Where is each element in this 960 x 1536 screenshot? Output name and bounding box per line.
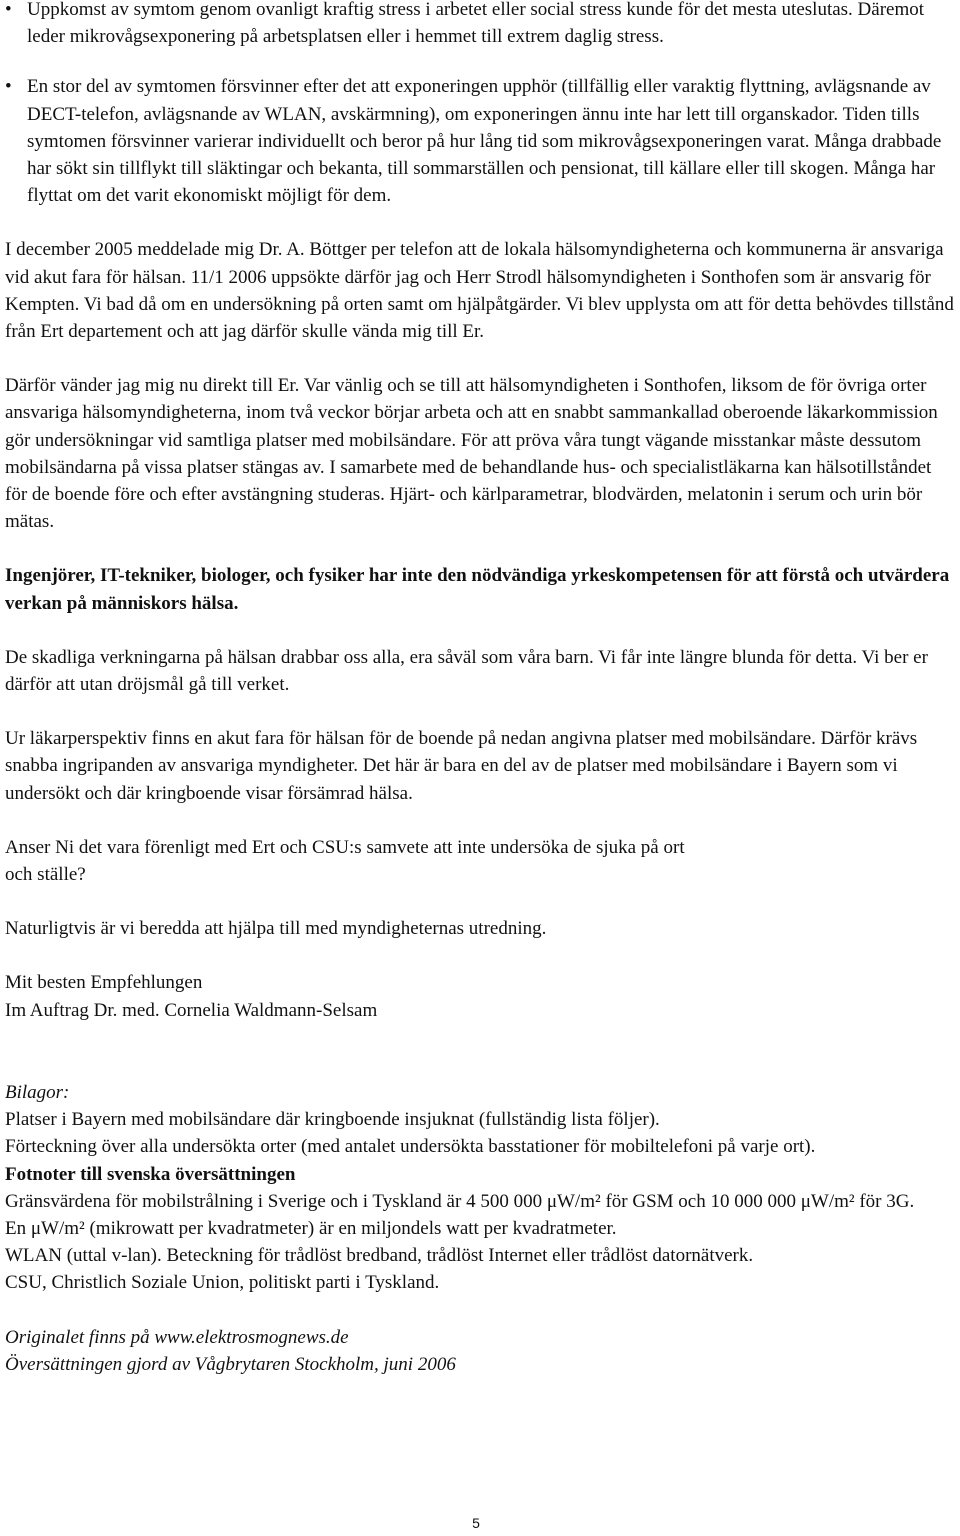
credits-section <box>5 1324 957 1378</box>
bullet-item-symtom <box>5 73 957 209</box>
bullet-text: Uppkomst av symtom genom ovanligt kraftig stress i arbetet eller social stress kunde för det mesta uteslutas. Däremot leder mikrovågsexponering på arbetsplatsen eller i hemmet till extrem daglig stress. <box>27 0 925 48</box>
attachment-item: Förteckning över alla undersökta orter (med antalet undersökta basstationer för mobiltelefoni på varje ort). <box>5 1136 816 1158</box>
paragraph-lakarperspektiv: Ur läkarperspektiv finns en akut fara för hälsan för de boende på nedan angivna platser med mobilsändare. Därför krävs snabba ingripanden av ansvariga myndigheter. Det här är bara en del av de platser med mobilsändare i Bayern som vi undersökt och där kringboende visar försämrad hälsa. <box>5 728 918 804</box>
paragraph-december: I december 2005 meddelade mig Dr. A. Böttger per telefon att de lokala hälsomyndigheterna och kommunerna är ansvariga vid akut fara för hälsan. 11/1 2006 uppsökte därför jag och Herr Strodl hälsomyndigheten i Sonthofen som är ansvarig för Kempten. Vi bad då om en undersökning på orten samt om hjälpåtgärder. Vi blev upplysta om att för detta behövdes tillstånd från Ert departement och att jag därför skulle vända mig till Er. <box>5 239 954 343</box>
paragraph-direkt: Därför vänder jag mig nu direkt till Er. Var vänlig och se till att hälsomyndigheten i Sonthofen, liksom de för övriga orter ansvariga hälsomyndigheterna, inom två veckor börjar arbeta och att en snabbt sammankallad oberoende läkarkommission gör undersökningar vid samtliga platser med mobilsändare. För att pröva våra tungt vägande misstankar måste dessutom mobilsändarna på vissa platser stängas av. I samarbete med de behandlande hus- och specialistläkarna kan hälsotillståndet för de boende före och efter avstängning studeras. Hjärt- och kärlparametrar, blodvärden, melatonin i serum och urin bör mätas. <box>5 375 938 533</box>
bullet-icon: • <box>5 76 12 98</box>
footnote-item: Gränsvärdena för mobilstrålning i Sverige och i Tyskland är 4 500 000 μW/m² för GSM och 10 000 000 μW/m² för 3G. <box>5 1190 915 1212</box>
footnote-item: CSU, Christlich Soziale Union, politiskt parti i Tyskland. <box>5 1272 440 1294</box>
bullet-text: En stor del av symtomen försvinner efter det att exponeringen upphör (tillfällig eller varaktig flyttning, avlägsnande av DECT-telefon, avlägsnande av WLAN, avskärmning), om exponeringen ännu inte har lett till organskador. Tiden tills symtomen försvinner varierar individuellt och beror på hur lång tid som mikrovågsexponeringen varat. Många drabbade har sökt sin tillflykt till släktingar och bekanta, till sommarställen och pensionat, till källare eller till skogen. Många har flyttat om det varit ekonomiskt möjligt för dem. <box>27 76 942 207</box>
signature-name: Im Auftrag Dr. med. Cornelia Waldmann-Selsam <box>5 999 378 1021</box>
attachments-heading: Bilagor: <box>5 1081 70 1103</box>
paragraph-anser <box>5 834 957 888</box>
paragraph-ingenjorer: Ingenjörer, IT-tekniker, biologer, och fysiker har inte den nödvändiga yrkeskompetensen för att förstå och utvärdera verkan på människors hälsa. <box>5 565 950 614</box>
credits-original: Originalet finns på www.elektrosmognews.de <box>5 1326 349 1348</box>
footnote-item: WLAN (uttal v-lan). Beteckning för trådlöst bredband, trådlöst Internet eller trådlöst datornätverk. <box>5 1245 754 1267</box>
paragraph-anser-line-1: Anser Ni det vara förenligt med Ert och CSU:s samvete att inte undersöka de sjuka på ort <box>5 836 685 858</box>
signature-block <box>5 969 957 1023</box>
document-page <box>5 0 957 1378</box>
attachments-section <box>5 1079 957 1161</box>
paragraph-skadliga: De skadliga verkningarna på hälsan drabbar oss alla, era såväl som våra barn. Vi får inte längre blunda för detta. Vi ber er därför att utan dröjsmål gå till verket. <box>5 646 928 696</box>
credits-translation: Översättningen gjord av Vågbrytaren Stockholm, juni 2006 <box>5 1353 456 1375</box>
bullet-item-stress <box>5 0 957 50</box>
paragraph-naturligtvis: Naturligtvis är vi beredda att hjälpa till med myndigheternas utredning. <box>5 918 547 940</box>
page-number: 5 <box>472 1515 480 1531</box>
footnotes-section <box>5 1161 957 1297</box>
footnote-item: En μW/m² (mikrowatt per kvadratmeter) är en miljondels watt per kvadratmeter. <box>5 1217 617 1239</box>
footnotes-heading: Fotnoter till svenska översättningen <box>5 1163 296 1185</box>
signature-closing: Mit besten Empfehlungen <box>5 972 203 994</box>
paragraph-anser-line-2: och ställe? <box>5 864 86 886</box>
attachment-item: Platser i Bayern med mobilsändare där kringboende insjuknat (fullständig lista följer). <box>5 1109 660 1131</box>
bullet-icon: • <box>5 0 12 20</box>
